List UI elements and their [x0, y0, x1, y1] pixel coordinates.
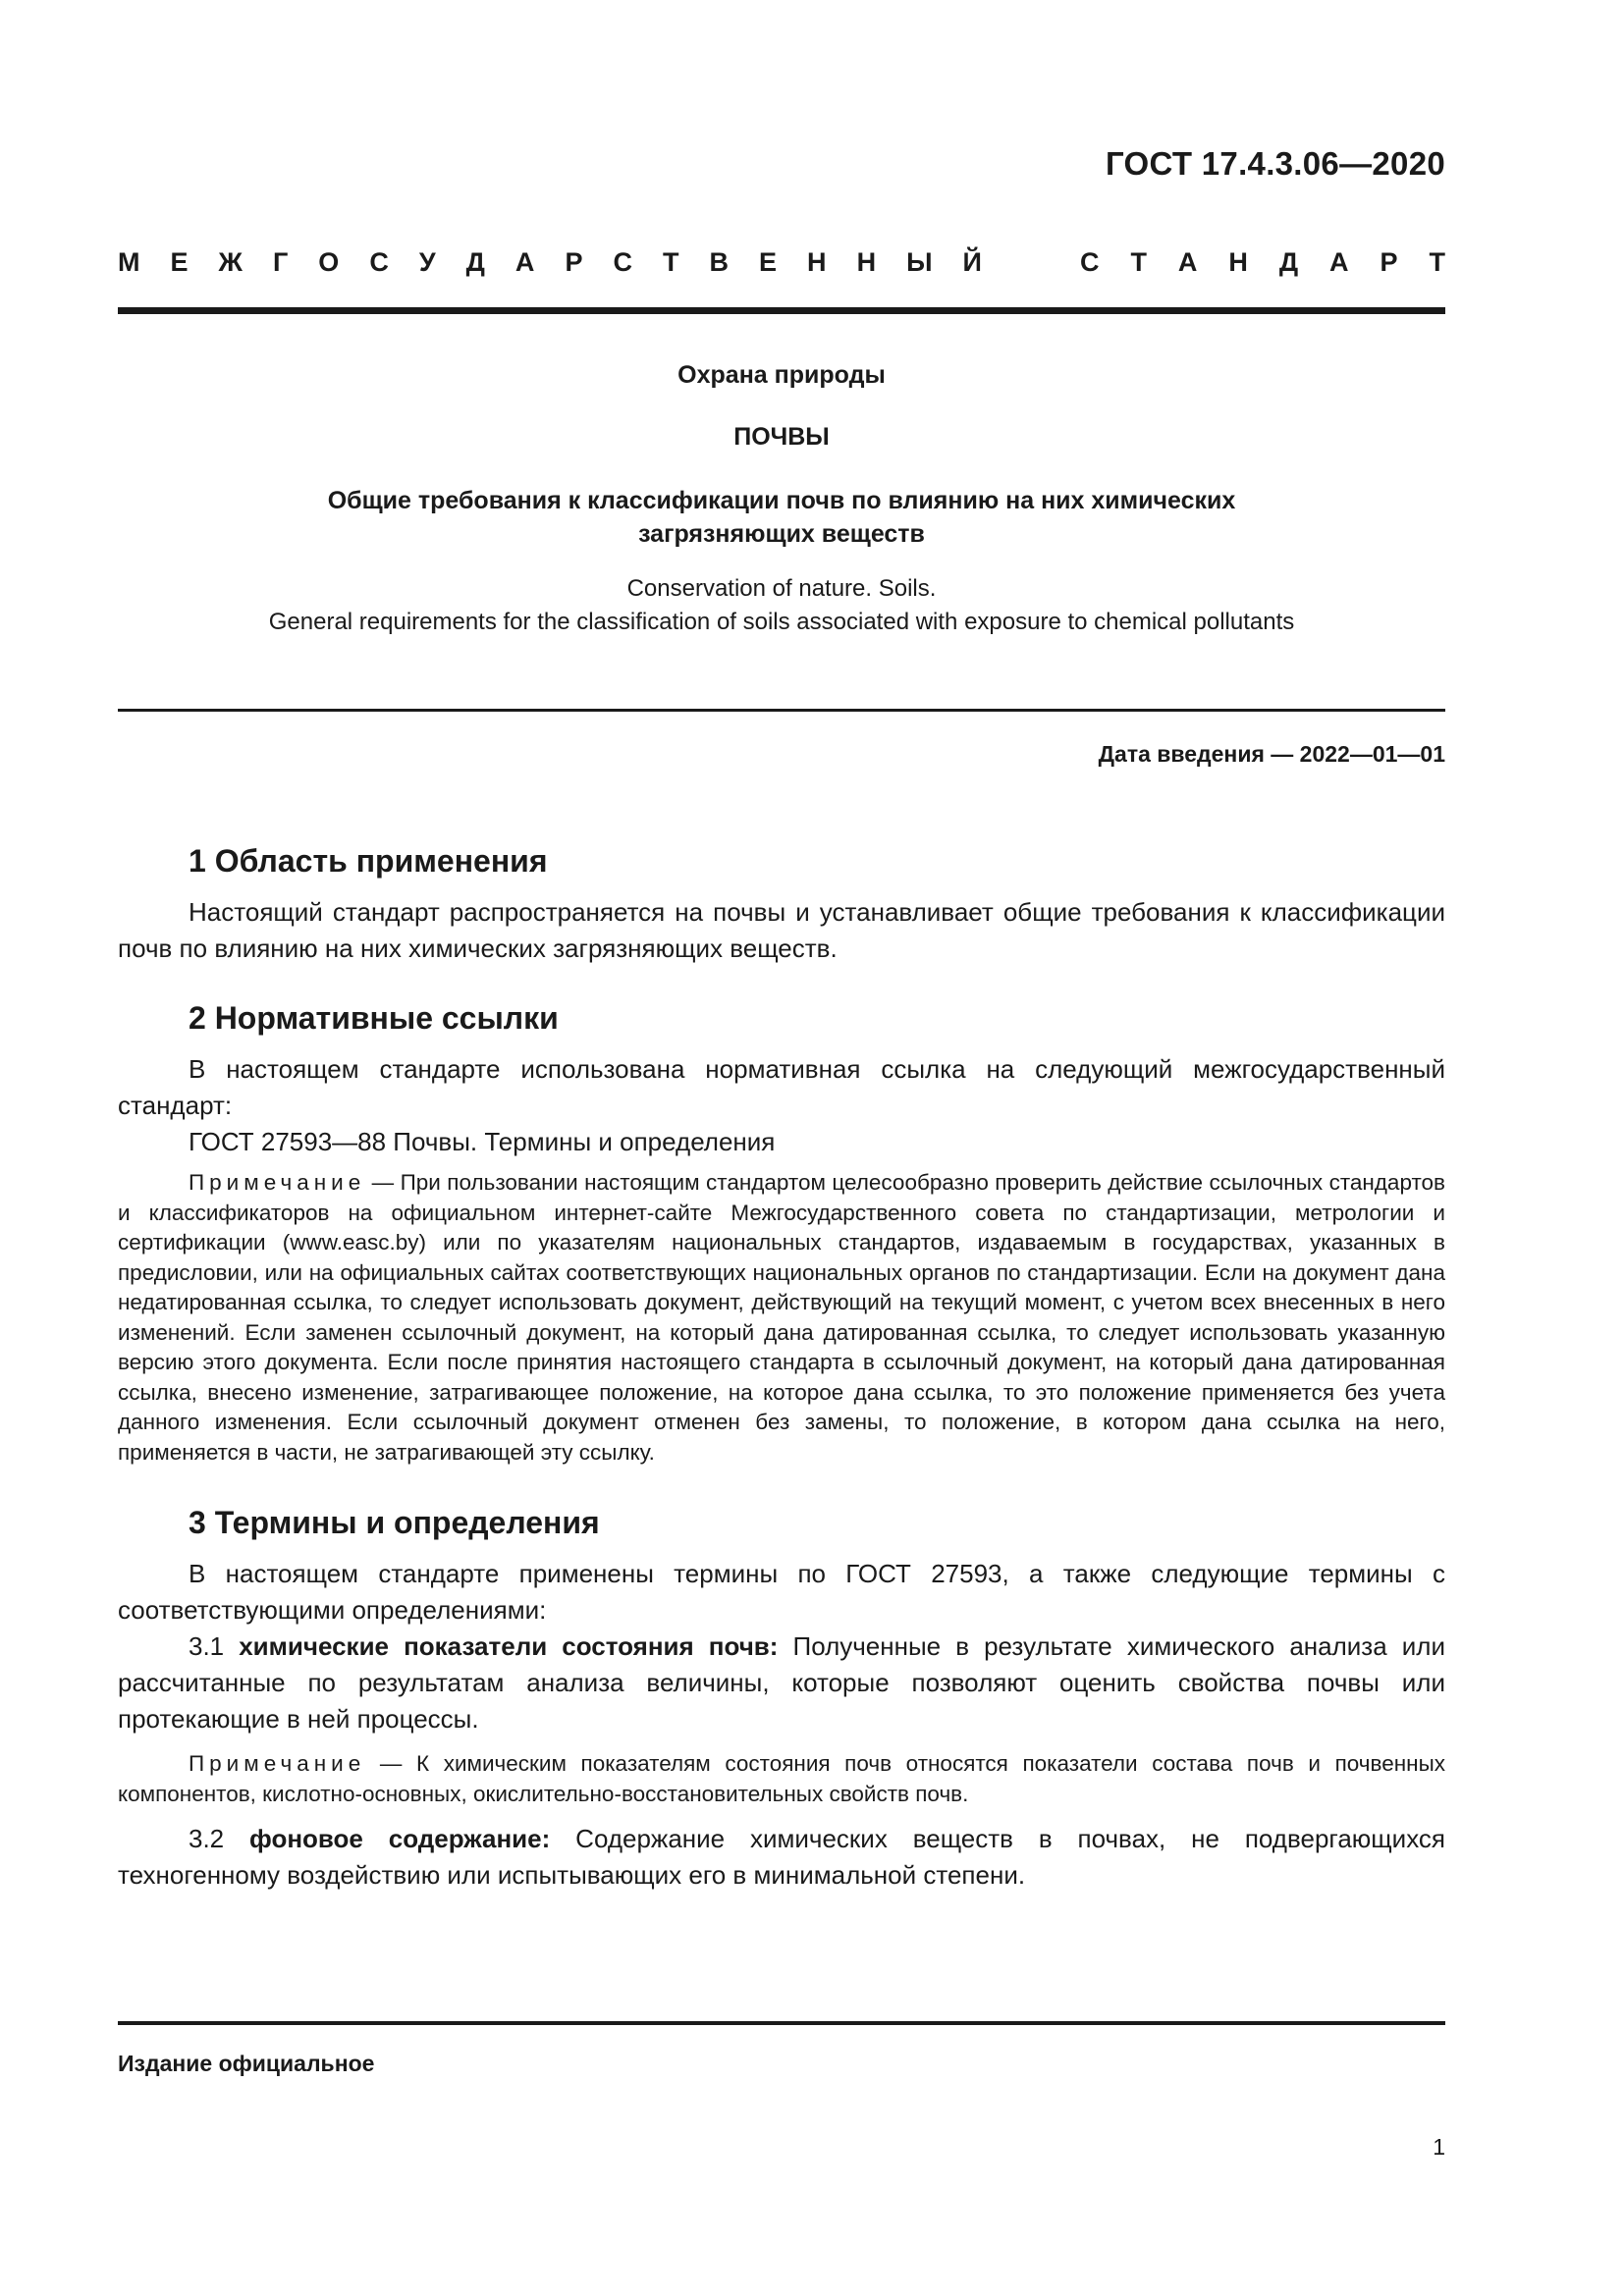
page-number: 1 — [1433, 2134, 1445, 2160]
banner-letter: С — [369, 247, 389, 277]
note-text: — При пользовании настоящим стандартом целесообразно проверить действие ссылочных стандартов и классификаторов на официальном интернет-сайте Межгосударственного совета по стандартизации, метрологии и сертификации (www.easc.by) или по указателям национальных стандартов, издаваемым в государствах, указанных в предисловии, или на официальных сайтах соответствующих национальных органов по стандартизации. Если на документ дана недатированная ссылка, то следует использовать документ, действующий на текущий момент, с учетом всех внесенных в него изменений. Если заменен ссылочный документ, на который дана датированная ссылка, то следует использовать указанную версию этого документа. Если после принятия настоящего стандарта в ссылочный документ, на который дана датированная ссылка, внесено изменение, затрагивающее положение, на которое дана ссылка, то это положение применяется без учета данного изменения. Если ссылочный документ отменен без замены, то положение, в котором дана ссылка на него, применяется в части, не затрагивающей эту ссылку. — [118, 1170, 1445, 1465]
term-3-2-definition: Содержание химических веществ в почвах, не подвергающихся техногенному воздействию или испытывающих его в минимальной степени. — [118, 1824, 1445, 1890]
banner-letter: А — [1329, 247, 1349, 277]
note-label: Примечание — [189, 1170, 366, 1195]
banner-letter: Й — [962, 247, 982, 277]
banner-letter: С — [613, 247, 632, 277]
term-3-1-number: 3.1 — [189, 1631, 240, 1661]
banner-letter: Е — [170, 247, 189, 277]
title-category: Охрана природы — [677, 361, 886, 389]
banner-letter: Т — [1130, 247, 1147, 277]
term-3-1-term: химические показатели состояния почв: — [239, 1631, 779, 1661]
banner-letter: Т — [1429, 247, 1445, 277]
header-rule — [118, 307, 1445, 314]
banner-letter: Ы — [906, 247, 933, 277]
note-label: Примечание — [189, 1751, 366, 1776]
section-2-paragraph: В настоящем стандарте использована нормативная ссылка на следующий межгосударственный стандарт: — [118, 1054, 1445, 1120]
document-number: ГОСТ 17.4.3.06—2020 — [1105, 145, 1445, 182]
banner-letter: М — [118, 247, 140, 277]
title-rule — [118, 709, 1445, 712]
section-2-note — [118, 1168, 1445, 1468]
banner-letter: Н — [856, 247, 877, 277]
title-english-line-2: General requirements for the classification of soils associated with exposure to chemical pollutants — [268, 609, 1295, 635]
term-3-1 — [118, 1629, 1445, 1737]
section-1-heading: 1 Область применения — [189, 843, 548, 879]
term-3-2-term: фоновое содержание: — [249, 1824, 551, 1853]
banner-letter: Т — [662, 247, 679, 277]
title-main — [118, 484, 1445, 551]
banner-letter: В — [709, 247, 729, 277]
banner-letter: Н — [807, 247, 827, 277]
title-english-line-1: Conservation of nature. Soils. — [626, 575, 937, 602]
standard-type-banner — [118, 247, 1445, 278]
banner-letter: С — [1080, 247, 1100, 277]
banner-letter: А — [514, 247, 535, 277]
banner-letter: Ж — [218, 247, 243, 277]
banner-letter: У — [418, 247, 436, 277]
banner-letter: Н — [1228, 247, 1248, 277]
section-3-note — [118, 1749, 1445, 1809]
section-2-heading: 2 Нормативные ссылки — [189, 1000, 559, 1036]
title-main-line-2: загрязняющих веществ — [638, 520, 925, 548]
banner-letter: Д — [1278, 247, 1299, 277]
footer-rule — [118, 2021, 1445, 2025]
normative-reference: ГОСТ 27593—88 Почвы. Термины и определения — [189, 1127, 776, 1156]
standard-type-word-interstate — [118, 247, 982, 278]
section-3-heading: 3 Термины и определения — [189, 1505, 600, 1540]
banner-letter: А — [1177, 247, 1198, 277]
title-main-line-1: Общие требования к классификации почв по влиянию на них химических — [327, 487, 1236, 514]
banner-letter: Г — [272, 247, 289, 277]
title-english — [118, 572, 1445, 639]
introduction-date: Дата введения — 2022—01—01 — [1098, 741, 1445, 767]
section-3-paragraph: В настоящем стандарте применены термины по ГОСТ 27593, а также следующие термины с соответствующими определениями: — [118, 1559, 1445, 1625]
banner-letter: Е — [759, 247, 778, 277]
banner-letter: Р — [1380, 247, 1398, 277]
term-3-1-definition: Полученные в результате химического анализа или рассчитанные по результатам анализа величины, которые позволяют оценить свойства почвы или протекающие в ней процессы. — [118, 1631, 1445, 1734]
banner-letter: О — [318, 247, 340, 277]
section-1-paragraph: Настоящий стандарт распространяется на почвы и устанавливает общие требования к классификации почв по влиянию на них химических загрязняющих веществ. — [118, 897, 1445, 963]
term-3-2 — [118, 1821, 1445, 1894]
note-text: — К химическим показателям состояния почв относятся показатели состава почв и почвенных компонентов, кислотно-основных, окислительно-восстановительных свойств почв. — [118, 1751, 1445, 1806]
edition-label: Издание официальное — [118, 2051, 375, 2076]
title-block — [118, 355, 1445, 639]
banner-letter: Р — [565, 247, 583, 277]
banner-letter: Д — [465, 247, 485, 277]
document-body — [118, 839, 1445, 1894]
term-3-2-number: 3.2 — [189, 1824, 250, 1853]
standard-type-word-standard — [1080, 247, 1445, 278]
title-subject: ПОЧВЫ — [733, 423, 830, 451]
